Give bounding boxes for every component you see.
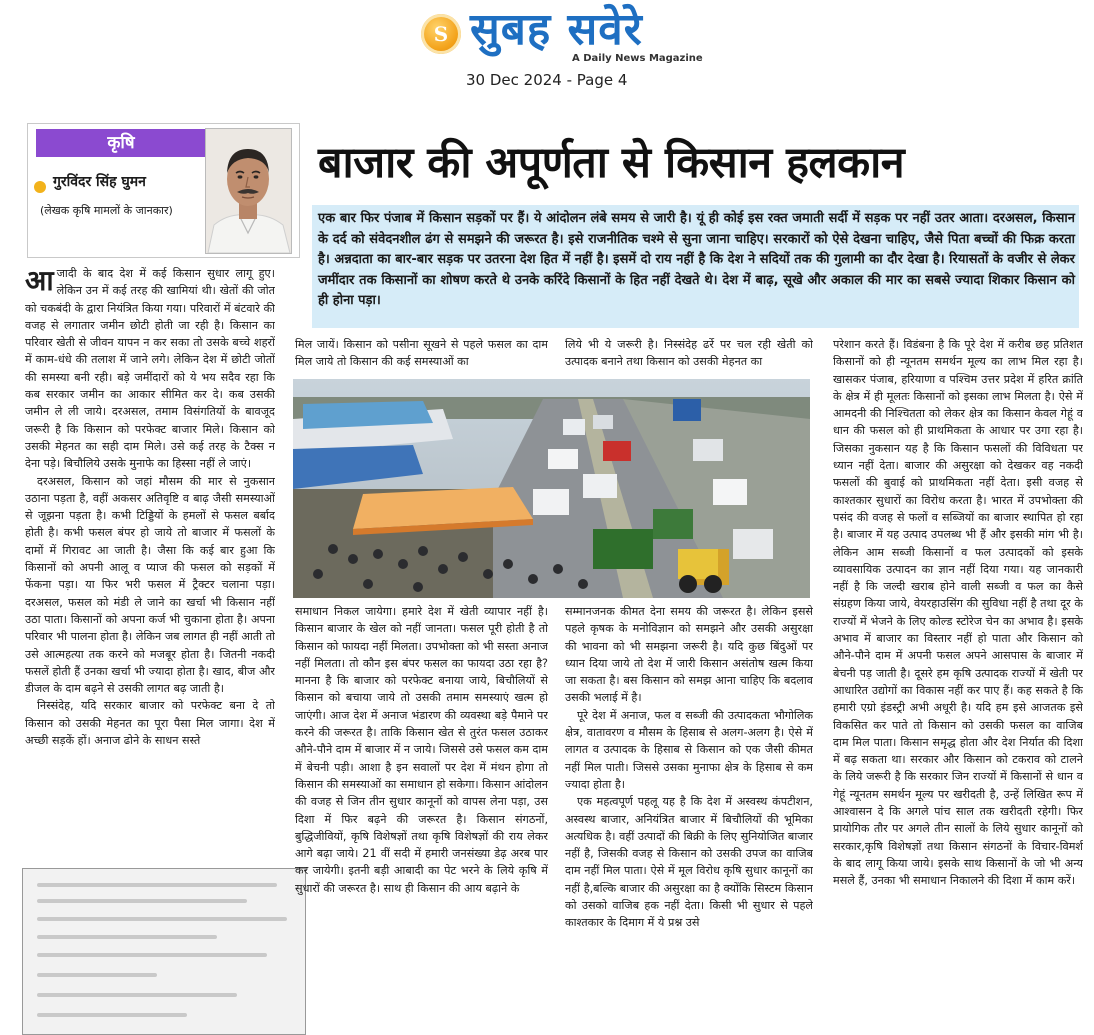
blur-line	[37, 973, 157, 977]
dateline: 30 Dec 2024 - Page 4	[466, 71, 628, 89]
column-2-top: मिल जायें। किसान को पसीना सूखने से पहले फसल का दाम मिल जाये तो किसान की कई समस्याओं का	[295, 338, 548, 369]
column-3-top: लिये भी ये जरूरी है। निस्संदेह ढर्रे पर चल रही खेती को उत्पादक बनाने तथा किसान को उसकी मेहनत का	[565, 338, 813, 369]
column-2-paragraph-1: समाधान निकल जायेगा। हमारे देश में खेती व्यापार नहीं है। किसान बाजार के खेल को नहीं जानता। फसल पूरी होती है तो किसान को फायदा नहीं मिलता। उपभोक्ता को भी सस्ता अनाज नहीं मिलता। तो कौन इस बंपर फसल का फायदा उठा रहा है? मानना है कि बाजार को परफेक्ट बनाया जाये, बिचौलियों से किसान को बचाया जाये तो उसकी तमाम समस्याएं खत्म हो जाएंगी। आज देश में अनाज भंडारण की व्यवस्था बड़े पैमाने पर करने की जरूरत है। ताकि किसान खेत से तुरंत फसल उठाकर औने-पौने दाम में बाजार में न जाये। जिससे उसे फसल कम दाम में बेचनी पड़ी। आशा है इन सवालों पर देश में मंथन होगा तो किसान की समस्याओं का समाधान हो सकेगा। किसान आंदोलन की वजह से जिन तीन सुधार कानूनों को वापस लेना पड़ा, उस दिशा में फिर बढ़ने की जरूरत है। किसान संगठनों, बुद्धिजीवियों, कृषि विशेषज्ञों तथा कृषि विशेषज्ञों की राय लेकर आगे बढ़ा जाये। 21 वीं सदी में हमारी जनसंख्या डेढ़ अरब पार कर जायेगी। इतनी बड़ी आबादी का पेट भरने के लिये कृषि में सुधारों की जरूरत है। साथ ही किसान की आय बढ़ाने के	[295, 605, 548, 895]
blur-line	[37, 917, 287, 921]
column-1-paragraph-2: दरअसल, किसान को जहां मौसम की मार से नुकसान उठाना पड़ता है, वहीं अकसर अतिवृष्टि व बाढ़ जैसी समस्याओं से जूझना पड़ता है। कभी टिड्डियों के हमलों से फसल बर्बाद होती है। कभी फसल बंपर हो जाये तो बाजार में फसलों के दामों में गिरावट आ जाती है। जैसा कि कई बार हुआ कि किसानों को अपनी आलू व प्याज की फसल को सड़कों में फेंकना पड़ा। या फिर भरी फसल में ट्रैक्टर चलाना पड़ा। दरअसल, फसल को मंडी ले जाने का खर्चा भी किसान नहीं उठा पाता। किसानों को अपना कर्ज भी चुकाना होता है। अपना परिवार भी पालना होता है। लेकिन जब लागत ही नहीं आती तो उसे आत्महत्या तक करने को मजबूर होता है। जितनी नकदी फसलें होती हैं उनका खर्चा भी ज्यादा होता है। खाद, बीज और डीजल के दाम बढ़ने से उसकी लागत बढ़ जाती है।	[25, 474, 275, 696]
column-1-paragraph-3: निस्संदेह, यदि सरकार बाजार को परफेक्ट बना दे तो किसान को उसकी मेहनत का पूरा पैसा मिल जागा। देश में अच्छी सड़कें हों। अनाज ढोने के साधन सस्ते	[25, 699, 275, 748]
blur-line	[37, 1013, 187, 1017]
blur-line	[37, 935, 217, 939]
blur-line	[37, 953, 267, 957]
column-3-paragraph-2: पूरे देश में अनाज, फल व सब्जी की उत्पादकता भौगोलिक क्षेत्र, वातावरण व मौसम के हिसाब से अलग-अलग है। ऐसे में लागत व उत्पादक के हिसाब से किसान को एक जैसी कीमत नहीं मिल पाती। जिससे उसका मुनाफा क्षेत्र के हिसाब से कम ज्यादा होता है।	[565, 708, 813, 791]
column-1	[25, 265, 275, 857]
column-3-paragraph-1: सम्मानजनक कीमत देना समय की जरूरत है। लेकिन इससे पहले कृषक के मनोविज्ञान को समझने और उसकी असुरक्षा की भावना को भी समझना जरूरी है। यदि कुछ बिंदुओं पर ध्यान दिया जाये तो देश में जारी किसान असंतोष खत्म किया जा सकता है। बस किसान को समझ आना चाहिए कि बदलाव उसकी भलाई में है।	[565, 605, 813, 705]
blurred-insert	[22, 868, 306, 1035]
portrait-drawing	[206, 129, 291, 253]
farmers-protest-photo	[293, 379, 810, 598]
paper-tagline: A Daily News Magazine	[572, 53, 703, 64]
logo-letter: S	[433, 22, 449, 46]
column-4-paragraph-1: परेशान करते हैं। विडंबना है कि पूरे देश में करीब छह प्रतिशत किसानों को ही न्यूनतम समर्थन मूल्य का लाभ मिल रहा है। खासकर पंजाब, हरियाणा व पश्चिम उत्तर प्रदेश में हरित क्रांति के क्षेत्र में ही मूलतः किसानों को इसका लाभ मिलता है। ऐसे में आमदनी की निश्चितता को लेकर क्षेत्र का किसान केवल गेहूं व धान की फसल को ही प्राथमिकता के आधार पर उगा रहा है। जिसका नुकसान यह है कि किसान फसलों की विविधता पर ध्यान नहीं देता। बाजार की असुरक्षा को देखकर वह नकदी फसलों की बुवाई को प्राथमिकता नहीं देता। इसी वजह से काश्तकार सुधारों का विरोध करता है। भारत में उपभोक्ता की पसंद की वजह से फलों व सब्जियों का बाजार स्थापित हो रहा है। बाजार में यह उत्पाद उपलब्ध भी हैं और इसकी मांग भी है। लेकिन आम सब्जी किसानों व फल उत्पादकों को इसके व्यावसायिक उत्पादन का ज्ञान नहीं दिया गया। यह जानकारी नहीं है कि जल्दी खराब होने वाली सब्जी व फल का कैसे संग्रहण किया जाये, वेयरहाउसिंग की सुविधा नहीं है तथा दूर के राज्यों में भेजने के लिए कोल्ड स्टोरेज चेन का अभाव है। इसके अभाव में बाजार का विस्तार नहीं हो पाता और किसान को औने-पौने दाम में अपनी फसल अपने आसपास के बाजार में बेचनी पड़ जाती है। दूसरे हम कृषि उत्पादक राज्यों में खेती पर आधारित उद्योगों का विकास नहीं कर पाए हैं। कह सकते है कि हमारी एग्रो इंडस्ट्री अभी अधूरी है। यदि हम इसे आजतक इसे विकसित कर पाते तो किसान को उसकी फसल का वाजिब दाम मिल पाता। किसान समृद्ध होता और देश निर्यात की दिशा में बढ़ सकता था। सरकार और किसान को टकराव को टालने के लिये जरूरी है कि सरकार जिन राज्यों में किसानों से धान व गेहूं न्यूनतम समर्थन मूल्य पर खरीदती है, उन्हें लिखित रूप में आश्वासन दे कि अगले पांच साल तक खरीदती रहेगी। फिर प्रायोगिक तौर पर अगले तीन सालों के लिये सुधार कानूनों को सरकार,कृषि विशेषज्ञों तथा किसान संगठनों के विचार-विमर्श के बाद लागू किया जाये। इसके साथ किसानों के जो भी अन्य मसले हैं, उनका भी समाधान निकालने की दिशा में काम करें।	[833, 338, 1083, 888]
column-2-bottom	[295, 603, 548, 1033]
protest-scene-drawing	[293, 379, 810, 598]
section-tag: कृषि	[36, 129, 206, 157]
logo-icon	[421, 14, 461, 54]
lead-paragraph: एक बार फिर पंजाब में किसान सड़कों पर हैं। ये आंदोलन लंबे समय से जारी है। यूं ही कोई इस रक्त जमाती सर्दी में सड़क पर नहीं उतर आता। दरअसल, किसान के दर्द को संवेदनशील ढंग से समझने की जरूरत है। इसे राजनीतिक चश्मे से सुना जाना चाहिए। सरकारों को ऐसे देखना चाहिए, जैसे पिता बच्चों की फिक्र करता है। अन्नदाता का बार-बार सड़क पर उतरना देश हित में नहीं है। इसमें दो राय नहीं है कि देश ने सदियों तक की गुलामी का दौर देखा है। रियासतों के वजीर से लेकर जमींदार तक किसानों का शोषण करते थे उनके करिंदे किसानों के हित नहीं देखते थे। देश में बाढ़, सूखे और अकाल की मार का सबसे ज्यादा शिकार किसान को ही होना पड़ा।	[318, 211, 1075, 309]
author-portrait-image	[205, 128, 292, 254]
column-1-paragraph-1-text: जादी के बाद देश में कई किसान सुधार लागू हुए। लेकिन उन में कई तरह की खामियां थी। खेतों की जोत को चकबंदी के द्वारा नियंत्रित किया गया। परिवारों में बंटवारे की वजह से लगातार जमीन छोटी होती जा रही है। किसान का परिवार खेती से जीवन यापन न कर सका तो उसके बच्चे शहरों में काम-धंधे की तलाश में जाने लगे। लेकिन देश में छोटी जोतों की समस्या बनी रही। बड़े जमींदारों को ये भय सदैव रहा कि कब सरकार जमीन का आकार सीमित कर दे। कब उसकी जमीन ले ली जाये। दरअसल, तमाम विसंगतियों के बावजूद जरूरी है कि किसान को परफेक्ट बाजार मिले। किसान को उसकी मेहनत का सही दाम मिले। उसे कई तरह के टैक्स न देना पड़े। बिचौलिये उसके मुनाफे का हिस्सा नहीं ले जाएं।	[25, 267, 275, 471]
column-3-paragraph-3: एक महत्वपूर्ण पहलू यह है कि देश में अस्वस्थ कंपटीशन, अस्वस्थ बाजार, अनियंत्रित बाजार में बिचौलियों की भूमिका अत्यधिक है। वहीं उत्पादों की बिक्री के लिए सुनियोजित बाजार नहीं है, जिसकी वजह से किसान को उसकी उपज का वाजिब दाम नहीं मिल पाता। ऐसे में मूल विरोध कृषि सुधार कानूनों का नहीं है,बल्कि बाजार की असुरक्षा का है क्योंकि सिस्टम किसान को उसको वाजिब हक नहीं देता। किसी भी सुधार से पहले काश्तकार के दिमाग में ये प्रश्न उसे	[565, 795, 813, 930]
bullet-dot-icon	[34, 181, 46, 193]
paper-name: सुबह सवेरे	[470, 4, 643, 55]
blur-line	[37, 993, 237, 997]
blur-line	[37, 883, 277, 887]
author-name: गुरविंदर सिंह घुमन	[53, 174, 146, 190]
author-note: (लेखक कृषि मामलों के जानकार)	[40, 204, 173, 217]
drop-cap: आ	[25, 265, 54, 297]
headline: बाजार की अपूर्णता से किसान हलकान	[318, 138, 905, 188]
column-3-bottom	[565, 603, 813, 1033]
column-1-paragraph-1	[25, 265, 275, 473]
column-4	[833, 336, 1083, 1033]
blur-line	[37, 899, 247, 903]
